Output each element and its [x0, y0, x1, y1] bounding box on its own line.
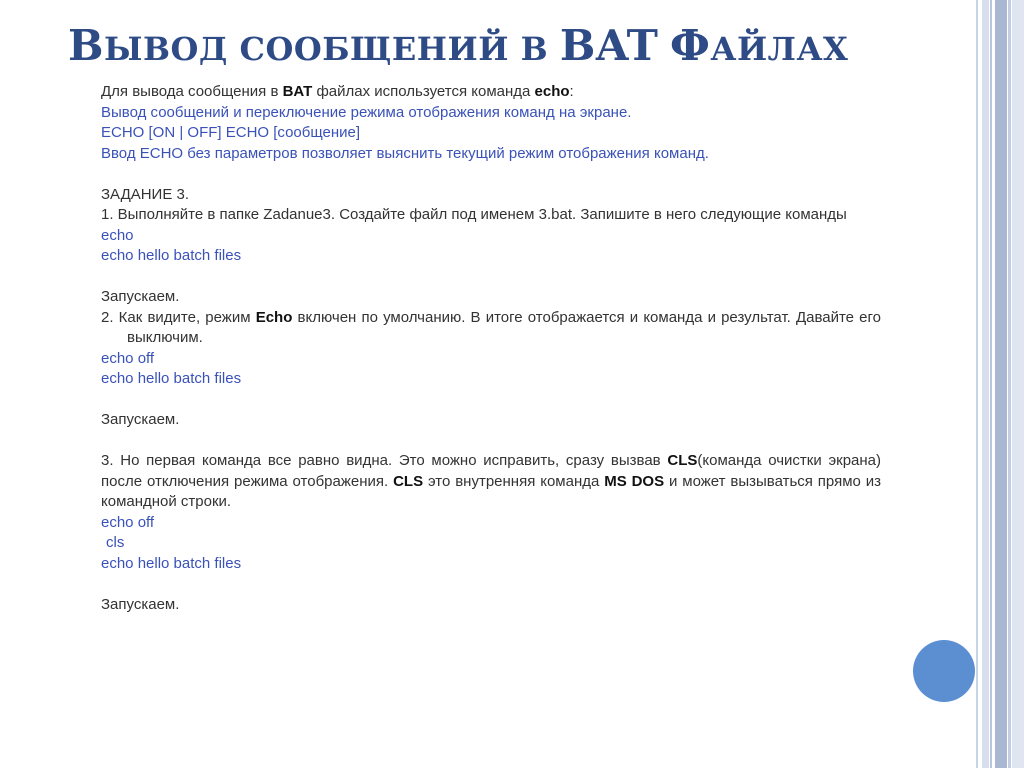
slide-body	[101, 82, 881, 615]
decor-stripe	[990, 0, 992, 768]
run-note: Запускаем.	[101, 288, 180, 305]
slide-title: ВЫВОД СООБЩЕНИЙ В BAT ФАЙЛАХ	[68, 21, 849, 70]
intro-line: Для вывода сообщения в BAT файлах используется команда echo:	[101, 83, 574, 100]
run-note: Запускаем.	[101, 411, 180, 428]
command-line: echo off	[101, 513, 155, 531]
decor-stripe	[976, 0, 978, 768]
task-step-3: 3. Но первая команда все равно видна. Это можно исправить, сразу вызвав CLS(команда очистки экрана) после отключения режима отображения. CLS это внутренняя команда MS DOS и может вызываться прямо из командной строки.	[101, 452, 881, 510]
task-step-2: 2. Как видите, режим Echo включен по умолчанию. В итоге отображается и команда и результат. Давайте его выключим.	[101, 308, 881, 346]
command-line: echo hello batch files	[101, 554, 242, 572]
decor-stripe	[1012, 0, 1024, 768]
task-heading: ЗАДАНИЕ 3.	[101, 185, 190, 203]
intro-description: Вывод сообщений и переключение режима отображения команд на экране.	[101, 103, 632, 121]
task-step-1: 1. Выполняйте в папке Zadanue3. Создайте файл под именем 3.bat. Запишите в него следующие команды	[101, 206, 847, 223]
decor-stripe	[982, 0, 989, 768]
command-line: echo hello batch files	[101, 370, 242, 387]
run-note: Запускаем.	[101, 595, 180, 613]
intro-note: Ввод ECHO без параметров позволяет выяснить текущий режим отображения команд.	[101, 144, 709, 162]
decor-stripe	[1008, 0, 1011, 768]
command-line: cls	[106, 534, 125, 551]
echo-syntax: ECHO [ON | OFF] ECHO [сообщение]	[101, 124, 361, 141]
decor-circle	[913, 640, 975, 702]
command-line: echo off	[101, 349, 155, 367]
decor-stripe	[995, 0, 1007, 768]
command-line: echo hello batch files	[101, 247, 242, 264]
command-line: echo	[101, 226, 134, 244]
